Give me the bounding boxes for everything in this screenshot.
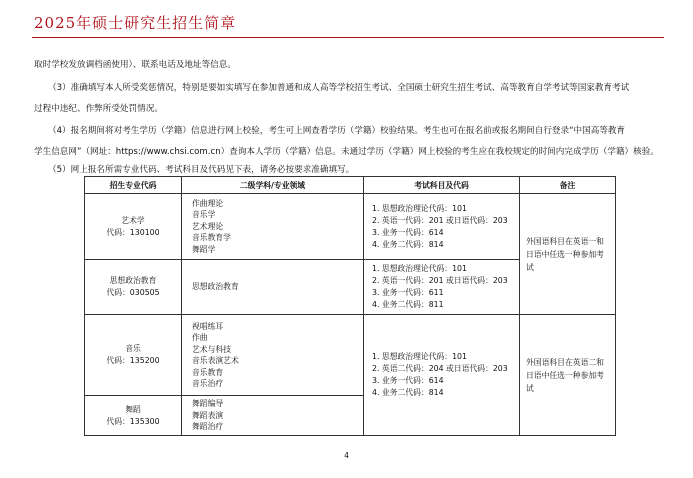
field-item: 音乐学	[192, 210, 216, 220]
header-discipline: 二级学科/专业领域	[182, 177, 364, 194]
subject-item: 2. 英语一代码：201 或日语代码：203	[372, 215, 508, 225]
paragraph-6: （5）网上报名所需专业代码、考试科目及代码见下表，请务必按要求准确填写。	[48, 165, 355, 175]
header-major-code: 招生专业代码	[85, 177, 182, 194]
page-header-title: 2025年硕士研究生招生简章	[34, 14, 237, 32]
field-item: 视唱练耳	[192, 321, 224, 331]
major-name: 舞蹈	[125, 404, 141, 414]
major-code: 代码：030505	[106, 288, 160, 297]
paragraph-2: （3）准确填写本人所受奖惩情况，特别是要如实填写在参加普通和成人高等学校招生考试、全国硕士研究生招生考试、高等教育自学考试等国家教育考试	[48, 83, 630, 93]
header-divider	[32, 37, 664, 38]
field-item: 音乐教育	[192, 367, 224, 377]
subject-item: 3. 业务一代码：611	[372, 288, 444, 297]
subject-item: 3. 业务一代码：614	[372, 227, 444, 237]
field-item: 舞蹈表演	[192, 410, 224, 420]
field-item: 艺术与科技	[192, 344, 231, 354]
major-cell	[85, 194, 182, 260]
subject-item: 1. 思想政治理论代码：101	[372, 264, 467, 273]
fields-cell	[182, 396, 364, 436]
field-item: 舞蹈编导	[192, 399, 224, 409]
field-item: 音乐表演艺术	[192, 356, 239, 365]
subjects-cell	[364, 260, 520, 315]
major-cell	[85, 396, 182, 436]
fields-cell	[182, 315, 364, 396]
field-item: 艺术理论	[192, 221, 224, 231]
paragraph-1: 取时学校发放调档函使用）、联系电话及地址等信息。	[34, 60, 236, 70]
subject-item: 2. 英语二代码：204 或日语代码：203	[372, 364, 508, 373]
subjects-cell	[364, 315, 520, 436]
major-cell	[85, 260, 182, 315]
field-item: 音乐教育学	[192, 233, 231, 243]
page-number: 4	[344, 451, 349, 460]
subject-item: 4. 业务二代码：814	[372, 239, 444, 249]
field-item: 舞蹈治疗	[192, 422, 224, 432]
paragraph-4: （4）报名期间将对考生学历（学籍）信息进行网上校验，考生可上网查看学历（学籍）校验结果。考生也可在报名前或报名期间自行登录“中国高等教育	[48, 126, 626, 136]
admission-table	[84, 176, 616, 436]
major-code: 代码：130100	[106, 227, 160, 237]
note-cell: 外国语科目在英语一和日语中任选一种参加考试	[520, 194, 616, 315]
paragraph-3: 过程中违纪、作弊所受处罚情况。	[34, 104, 163, 114]
note-cell: 外国语科目在英语二和日语中任选一种参加考试	[520, 315, 616, 436]
major-name: 思想政治教育	[109, 276, 157, 285]
fields-cell	[182, 260, 364, 315]
subject-item: 1. 思想政治理论代码：101	[372, 203, 467, 213]
field-item: 音乐治疗	[192, 379, 224, 388]
major-name: 艺术学	[121, 215, 145, 225]
major-name: 音乐	[125, 344, 141, 353]
field-item: 作曲理论	[192, 198, 224, 208]
fields-cell	[182, 194, 364, 260]
field-item: 作曲	[192, 333, 208, 342]
field-item: 舞蹈学	[192, 244, 216, 254]
field-item: 思想政治教育	[192, 282, 239, 292]
subject-item: 2. 英语一代码：201 或日语代码：203	[372, 276, 508, 285]
subjects-cell	[364, 194, 520, 260]
table-row	[85, 194, 616, 260]
subject-item: 4. 业务二代码：811	[372, 300, 444, 309]
table-header-row	[85, 177, 616, 194]
major-cell	[85, 315, 182, 396]
table-row	[85, 315, 616, 396]
subject-item: 4. 业务二代码：814	[372, 388, 444, 397]
subject-item: 1. 思想政治理论代码：101	[372, 352, 467, 361]
header-notes: 备注	[520, 177, 616, 194]
major-code: 代码：135200	[106, 356, 160, 365]
subject-item: 3. 业务一代码：614	[372, 376, 444, 385]
major-code: 代码：135300	[106, 416, 160, 426]
paragraph-5: 学生信息网”（网址：https://www.chsi.com.cn）查询本人学历（学籍）信息。未通过学历（学籍）网上校验的考生应在我校规定的时间内完成学历（学籍）核验。	[34, 147, 659, 157]
header-exam-subjects: 考试科目及代码	[364, 177, 520, 194]
